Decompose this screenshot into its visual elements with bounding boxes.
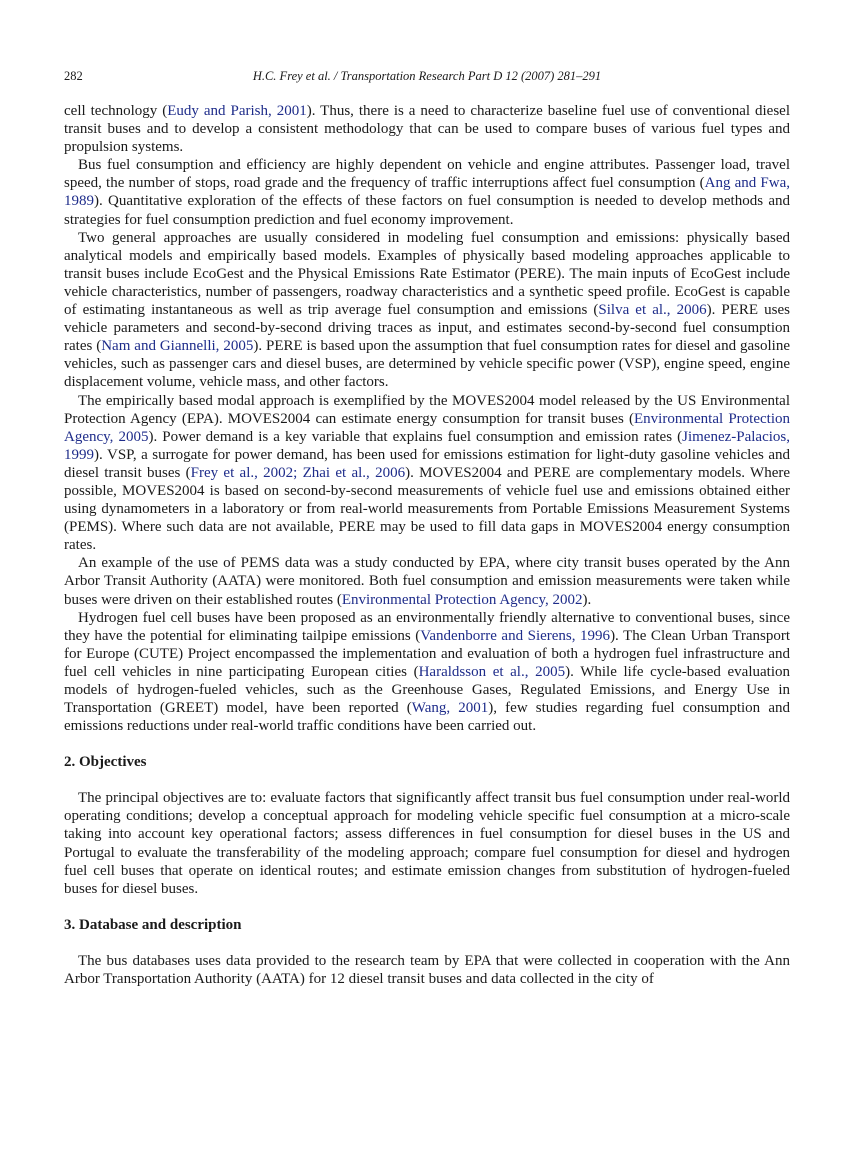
article-body	[64, 102, 790, 988]
paragraph: cell technology (Eudy and Parish, 2001). Thus, there is a need to characterize baseline fuel use of conventional diesel transit buses and to develop a consistent methodology that can be used to compare buses of various fuel types and propulsion systems.	[64, 103, 790, 156]
paragraph: An example of the use of PEMS data was a study conducted by EPA, where city transit buses operated by the Ann Arbor Transit Authority (AATA) were monitored. Both fuel consumption and emission measurements were taken while buses were driven on their established routes (Environmental Protection Agency, 2002).	[64, 555, 790, 608]
citation-link[interactable]: Jimenez-Palacios, 1999	[64, 428, 790, 463]
citation-link[interactable]: Environmental Protection Agency, 2002	[341, 591, 583, 608]
citation-link[interactable]: Environmental Protection Agency, 2005	[64, 410, 790, 445]
citation-link[interactable]: Vandenborre and Sierens, 1996	[420, 627, 611, 644]
introduction-continued	[64, 102, 790, 735]
citation-link[interactable]: Nam and Giannelli, 2005	[101, 338, 254, 355]
running-title: H.C. Frey et al. / Transportation Research Part D 12 (2007) 281–291	[252, 69, 602, 83]
citation-link[interactable]: Eudy and Parish, 2001	[167, 103, 307, 119]
paragraph: Bus fuel consumption and efficiency are highly dependent on vehicle and engine attributes. Passenger load, travel speed, the number of stops, road grade and the frequency of traffic interruptions affect fuel consumption (Ang and Fwa, 1989). Quantitative exploration of the effects of these factors on fuel consumption is needed to develop methods and strategies for fuel consumption prediction and fuel economy improvement.	[64, 157, 790, 228]
citation-link[interactable]: Frey et al., 2002; Zhai et al., 2006	[190, 464, 406, 481]
paragraph: Two general approaches are usually considered in modeling fuel consumption and emissions: physically based analytical models and empirically based models. Examples of physically based modeling approaches applicable to transit buses include EcoGest and the Physical Emissions Rate Estimator (PERE). The main inputs of EcoGest include vehicle characteristics, number of passengers, roadway characteristics and a synthetic speed profile. EcoGest is capable of estimating instantaneous as well as trip average fuel consumption and emissions (Silva et al., 2006). PERE uses vehicle parameters and second-by-second driving traces as input, and estimates second-by-second fuel consumption rates (Nam and Giannelli, 2005). PERE is based upon the assumption that fuel consumption rates for diesel and gasoline vehicles, such as passenger cars and diesel buses, are determined by vehicle specific power (VSP), engine speed, engine displacement volume, vehicle mass, and other factors.	[64, 229, 790, 391]
page-number: 282	[64, 69, 83, 83]
citation-link[interactable]: Wang, 2001	[411, 700, 489, 717]
paragraph: The empirically based modal approach is exemplified by the MOVES2004 model released by the US Environmental Protection Agency (EPA). MOVES2004 can estimate energy consumption for transit buses (Environmental Protection Agency, 2005). Power demand is a key variable that explains fuel consumption and emission rates (Jimenez-Palacios, 1999). VSP, a surrogate for power demand, has been used for emissions estimation for light-duty gasoline vehicles and diesel transit buses (Frey et al., 2002; Zhai et al., 2006). MOVES2004 and PERE are complementary models. Where possible, MOVES2004 is based on second-by-second measurements of vehicle fuel use and emissions obtained either using dynamometers in a laboratory or from real-world measurements from Portable Emissions Measurement Systems (PEMS). Where such data are not available, PERE may be used to fill data gaps in MOVES2004 energy consumption rates.	[64, 392, 791, 554]
citation-link[interactable]: Haraldsson et al., 2005	[418, 663, 566, 680]
paragraph: Hydrogen fuel cell buses have been proposed as an environmentally friendly alternative to conventional buses, since they have the potential for eliminating tailpipe emissions (Vandenborre and Sierens, 1996). The Clean Urban Transport for Europe (CUTE) Project encompassed the implementation and evaluation of both a hydrogen fuel infrastructure and fuel cell vehicles in nine participating European cities (Haraldsson et al., 2005). While life cycle-based evaluation models of hydrogen-fueled vehicles, such as the Greenhouse Gases, Regulated Emissions, and Energy Use in Transportation (GREET) model, have been reported (Wang, 2001), few studies regarding fuel consumption and emissions reductions under real-world traffic conditions have been carried out.	[64, 609, 791, 735]
paragraph-database: The bus databases uses data provided to the research team by EPA that were collected in cooperation with the Ann Arbor Transportation Authority (AATA) for 12 diesel transit buses and data collected in the city of	[64, 952, 790, 987]
section-heading-database: 3. Database and description	[64, 916, 242, 933]
running-header	[64, 69, 790, 87]
paragraph-objectives: The principal objectives are to: evaluate factors that significantly affect transit bus fuel consumption under real-world operating conditions; develop a conceptual approach for modeling vehicle specific fuel consumption at a micro-scale taking into account key operational factors; assess differences in fuel consumption for diesel buses in the US and Portugal to evaluate the transferability of the modeling approach; compare fuel consumption for diesel and hydrogen fuel cell buses that operate on identical routes; and estimate emission changes from substitution of hydrogen-fueled buses for diesel buses.	[64, 790, 790, 897]
citation-link[interactable]: Ang and Fwa, 1989	[64, 175, 790, 210]
citation-link[interactable]: Silva et al., 2006	[598, 302, 707, 319]
section-heading-objectives: 2. Objectives	[64, 754, 147, 771]
